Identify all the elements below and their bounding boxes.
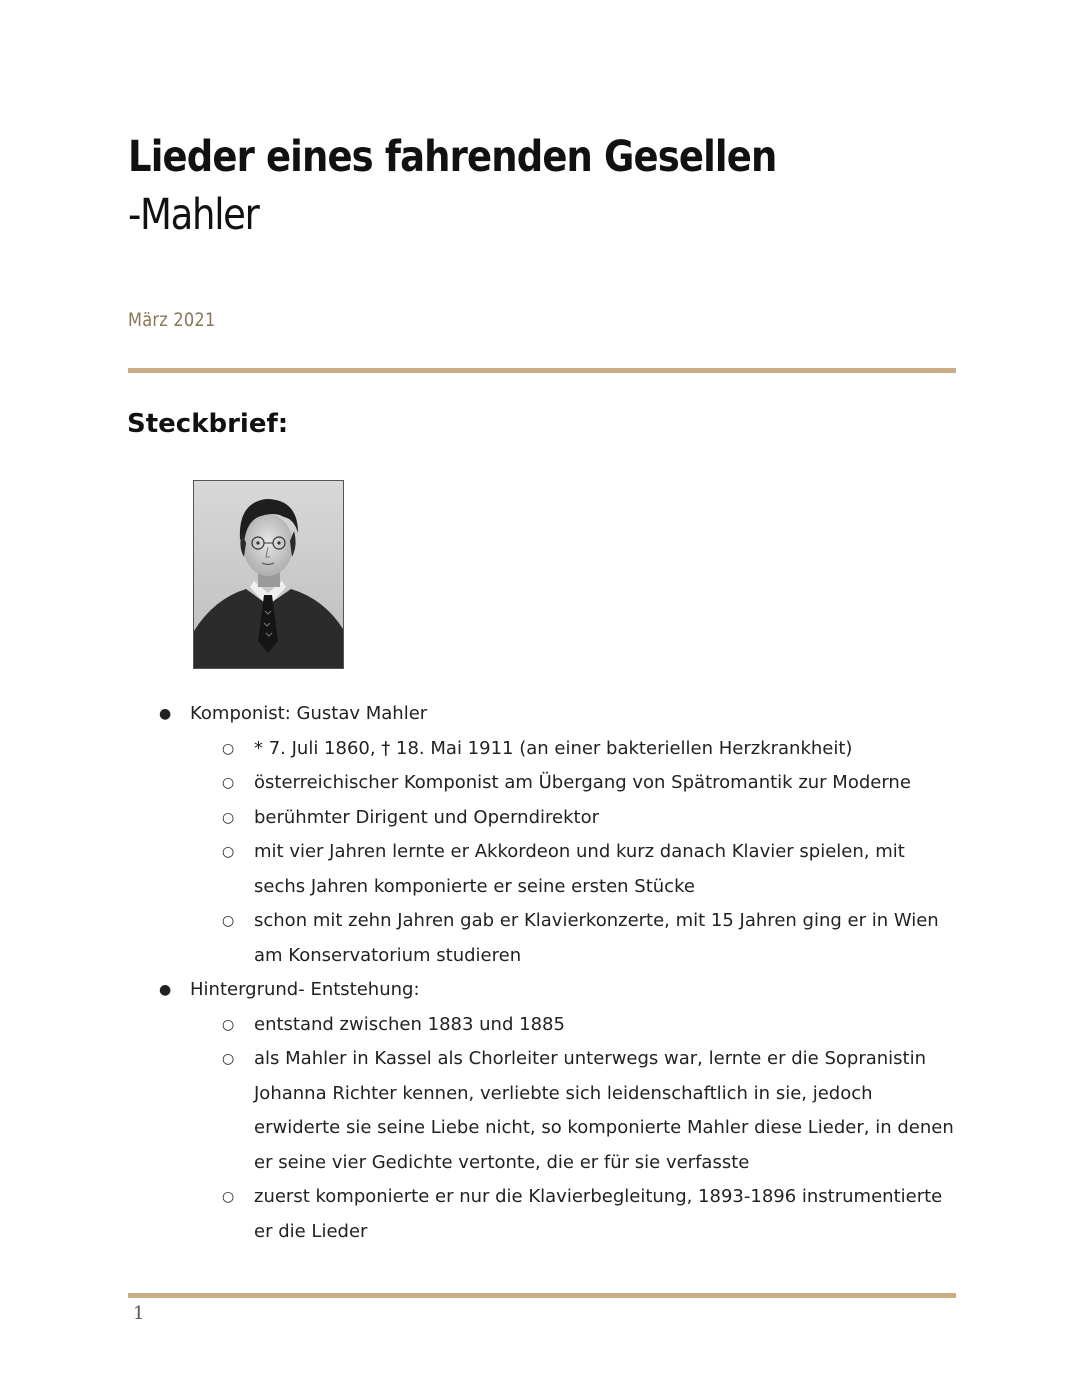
bottom-divider [128, 1293, 956, 1298]
sub-list-item [0, 1008, 1080, 1043]
bullet-list [0, 697, 1080, 1249]
document-date: März 2021 [128, 309, 216, 331]
sub-list-item-text: berühmter Dirigent und Operndirektor [254, 806, 599, 828]
sub-list-item-text: österreichischer Komponist am Übergang von Spätromantik zur Moderne [254, 772, 911, 793]
sub-list-item-text: * 7. Juli 1860, † 18. Mai 1911 (an einer bakteriellen Herzkrankheit) [254, 737, 853, 759]
bullet-hollow-icon: ○ [222, 1016, 235, 1033]
bullet-filled-icon: ● [159, 982, 172, 998]
sub-list-item [0, 801, 1080, 836]
sub-list-item-text: mit vier Jahren lernte er Akkordeon und kurz danach Klavier spielen, mit sechs Jahren komponierte er seine ersten Stücke [254, 841, 905, 897]
sub-list-item [0, 835, 1080, 904]
sub-list-item-text: schon mit zehn Jahren gab er Klavierkonzerte, mit 15 Jahren ging er in Wien am Konservatorium studieren [254, 910, 939, 966]
sub-list-item [0, 732, 1080, 767]
bullet-filled-icon: ● [159, 706, 172, 722]
portrait-image [193, 480, 344, 669]
list-item-text: Komponist: Gustav Mahler [190, 703, 428, 724]
title-line-2: -Mahler [128, 190, 259, 240]
list-item [0, 973, 1080, 1008]
section-heading: Steckbrief: [127, 409, 289, 439]
sub-list-item [0, 904, 1080, 973]
bullet-hollow-icon: ○ [222, 740, 235, 757]
sub-list-item [0, 766, 1080, 801]
bullet-hollow-icon: ○ [222, 1051, 235, 1067]
sub-list-item-text: entstand zwischen 1883 und 1885 [254, 1013, 565, 1035]
sub-list-item-text: zuerst komponierte er nur die Klavierbegleitung, 1893-1896 instrumentierte er die Lieder [254, 1186, 943, 1242]
sub-list-item [0, 1180, 1080, 1249]
page-number: 1 [133, 1303, 145, 1324]
document-title [128, 128, 776, 244]
bullet-hollow-icon: ○ [222, 775, 235, 791]
bullet-hollow-icon: ○ [222, 913, 235, 929]
bullet-hollow-icon: ○ [222, 809, 235, 826]
bullet-hollow-icon: ○ [222, 844, 235, 860]
sub-list-item [0, 1042, 1080, 1180]
list-item-text: Hintergrund- Entstehung: [190, 979, 420, 1000]
sub-list-item-text: als Mahler in Kassel als Chorleiter unterwegs war, lernte er die Sopranistin Johanna Richter kennen, verliebte sich leidenschaftlich in sie, jedoch erwiderte sie seine Liebe nicht, so komponierte Mahler diese Lieder, in denen er seine vier Gedichte vertonte, die er für sie verfasste [254, 1048, 954, 1173]
top-divider [128, 368, 956, 373]
title-line-1: Lieder eines fahrenden Gesellen [128, 132, 777, 182]
list-item [0, 697, 1080, 732]
bullet-hollow-icon: ○ [222, 1189, 235, 1205]
